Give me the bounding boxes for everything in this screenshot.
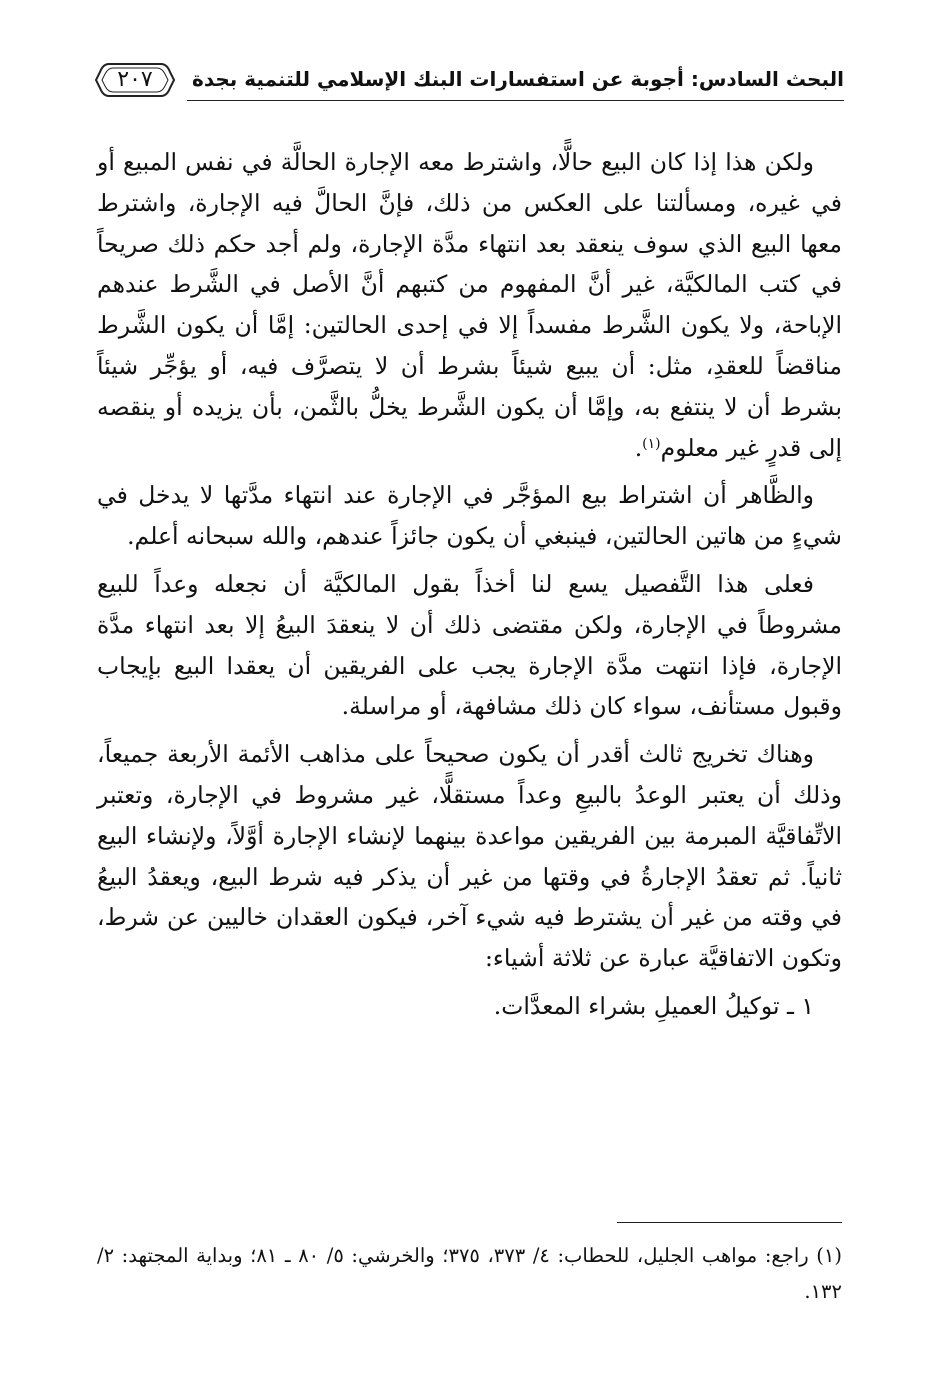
header-rule — [187, 100, 844, 101]
footnote-1: (١) راجع: مواهب الجليل، للحطاب: ٤/ ٣٧٣، ٣٧٥؛ والخرشي: ٥/ ٨٠ ـ ٨١؛ وبداية المجتهد: ٢/ ١٣٢. — [97, 1244, 842, 1303]
list-item-1: ١ ـ توكيلُ العميلِ بشراء المعدَّات. — [493, 991, 814, 1020]
footnote-ref-1[interactable]: (١) — [642, 435, 661, 452]
main-text — [97, 142, 842, 1034]
paragraph-1-end: . — [634, 433, 643, 462]
page-header — [95, 56, 844, 112]
footnotes — [97, 1238, 842, 1310]
section-title: أجوبة عن استفسارات البنك الإسلامي للتنمية بجدة — [192, 67, 684, 91]
running-head — [192, 64, 844, 94]
paragraph-4: وهناك تخريج ثالث أقدر أن يكون صحيحاً على مذاهب الأئمة الأربعة جميعاً، وذلك أن يعتبر الوعدُ بالبيعِ وعداً مستقلًّا، غير مشروط في الإجارة، وتعتبر الاتِّفاقيَّة المبرمة بين الفريقين مواعدة بينهما لإنشاء الإجارة أوَّلاً، ولإنشاء البيع ثانياً. ثم تعقدُ الإجارةُ في وقتها من غير أن يذكر فيه شرط البيع، ويعقدُ البيعُ في وقته من غير أن يشترط فيه شيء آخر، فيكون العقدان خاليين عن شرط، وتكون الاتفاقيَّة عبارة عن ثلاثة أشياء: — [97, 740, 842, 973]
paragraph-2: والظَّاهر أن اشتراط بيع المؤجَّر في الإجارة عند انتهاء مدَّتها لا يدخل في شيءٍ من هاتين الحالتين، فينبغي أن يكون جائزاً عندهم، والله سبحانه أعلم. — [97, 481, 842, 551]
paragraph-1 — [97, 142, 842, 468]
section-label: البحث السادس: — [690, 67, 844, 91]
paragraph-1-text: ولكن هذا إذا كان البيع حالًّا، واشترط معه الإجارة الحالَّة في نفس المبيع أو في غيره، ومسألتنا على العكس من ذلك، فإنَّ الحالَّ فيه الإجارة، واشترط معها البيع الذي سوف ينعقد بعد انتهاء مدَّة الإجارة، ولم أجد حكم ذلك صريحاً في كتب المالكيَّة، غير أنَّ المفهوم من كتبهم أنَّ الأصل في الشَّرط عندهم الإباحة، ولا يكون الشَّرط مفسداً إلا في إحدى الحالتين: إمَّا أن يكون الشَّرط مناقضاً للعقدِ، مثل: أن يبيع شيئاً بشرط أن لا يتصرَّف فيه، أو يؤجِّر شيئاً بشرط أن لا ينتفع به، وإمَّا أن يكون الشَّرط يخلُّ بالثَّمن، بأن يزيده أو ينقصه إلى قدرٍ غير معلوم — [97, 148, 842, 462]
page-number-ornament — [95, 60, 175, 100]
paragraph-3: فعلى هذا التَّفصيل يسع لنا أخذاً بقول المالكيَّة أن نجعله وعداً للبيع مشروطاً في الإجارة، ولكن مقتضى ذلك أن لا ينعقدَ البيعُ إلا بعد انتهاء مدَّة الإجارة، فإذا انتهت مدَّة الإجارة يجب على الفريقين أن يعقدا البيع بإيجاب وقبول مستأنف، سواء كان ذلك مشافهة، أو مراسلة. — [97, 569, 842, 721]
footnote-separator — [617, 1222, 842, 1223]
page-number: ٢٠٧ — [117, 67, 153, 92]
